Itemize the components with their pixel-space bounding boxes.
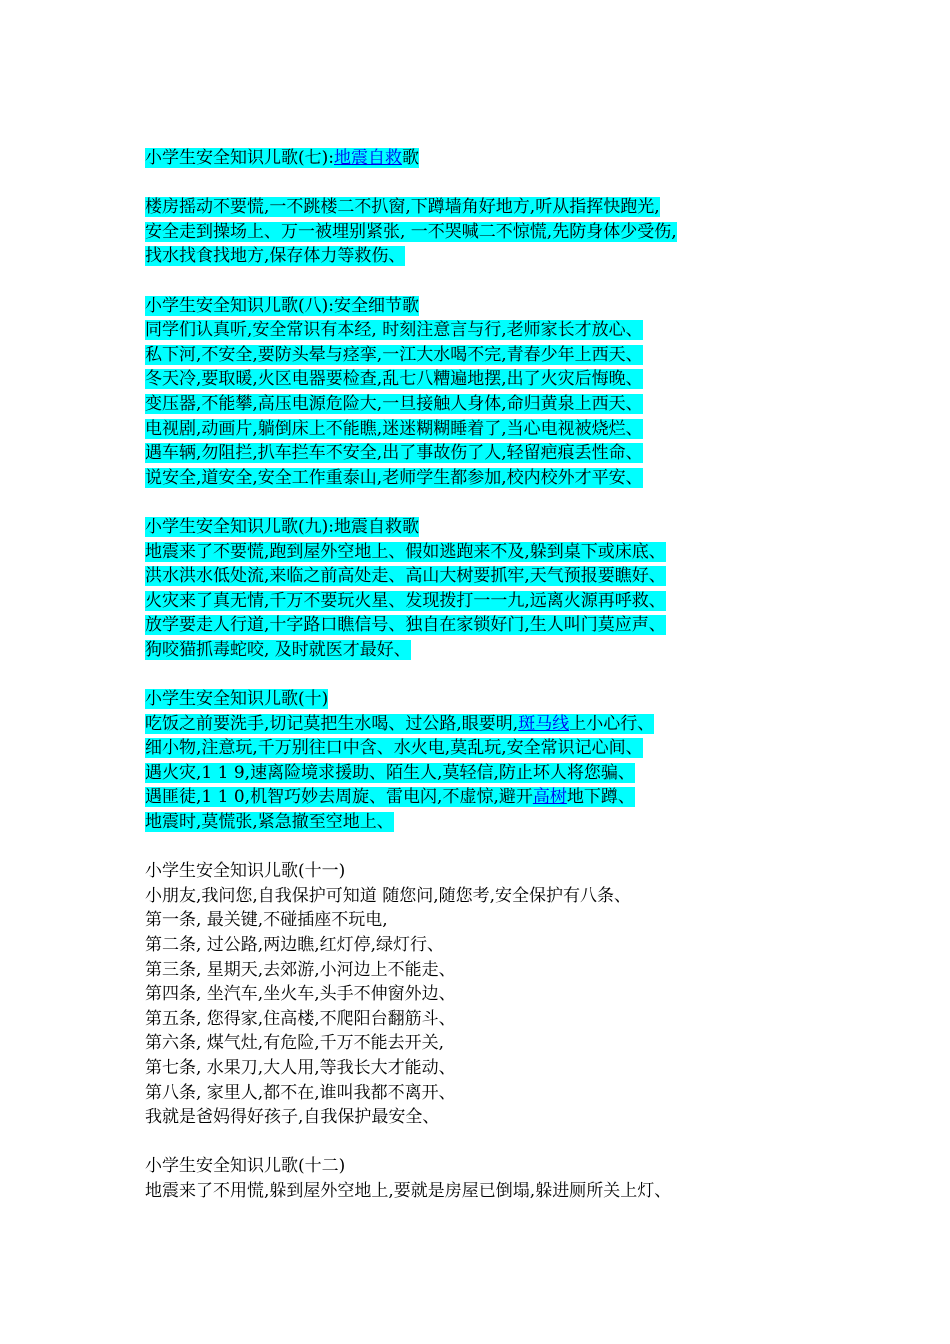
section-7-title [145, 146, 905, 171]
section-title-text: 小学生安全知识儿歌(十二) [145, 1156, 346, 1177]
section-11-line [145, 958, 905, 983]
section-title-text: 小学生安全知识儿歌(十一) [145, 861, 346, 882]
section-8-line [145, 392, 905, 417]
poem-line: 冬天冷,要取暖,火区电器要检查,乱七八糟遍地摆,出了火灾后悔晚、 [145, 369, 643, 390]
poem-line-part: 地下蹲、 [566, 787, 635, 808]
poem-line: 电视剧,动画片,躺倒床上不能瞧,迷迷糊糊睡着了,当心电视被烧烂、 [145, 418, 643, 439]
section-10-title [145, 687, 905, 712]
poem-line: 遇火灾,1 1 9,速离险境求援助、陌生人,莫轻信,防止坏人将您骗、 [145, 762, 635, 783]
poem-line: 变压器,不能攀,高压电源危险大,一旦接触人身体,命归黄泉上西天、 [145, 393, 643, 414]
document-body [145, 146, 905, 1204]
tall-tree-link[interactable]: 高树 [532, 787, 567, 808]
section-11-title [145, 859, 905, 884]
section-8-line [145, 343, 905, 368]
section-7-title-prefix: 小学生安全知识儿歌(七): [145, 148, 334, 168]
section-title-text: 小学生安全知识儿歌(九):地震自救歌 [145, 516, 419, 537]
poem-line: 遇车辆,勿阻拦,扒车拦车不安全,出了事故伤了人,轻留疤痕丢性命、 [145, 443, 643, 464]
poem-line-part: 上小心行、 [569, 713, 655, 734]
section-title-text: 小学生安全知识儿歌(十) [145, 689, 329, 710]
section-10-line [145, 785, 905, 810]
section-11-line [145, 1031, 905, 1056]
poem-line: 地震来了不要慌,跑到屋外空地上、假如逃跑来不及,躲到桌下或床底、 [145, 541, 666, 562]
section-7-title-link[interactable]: 地震自救 [334, 148, 402, 168]
poem-line: 洪水洪水低处流,来临之前高处走、高山大树要抓牢,天气预报要瞧好、 [145, 566, 666, 587]
poem-line: 第三条, 星期天,去郊游,小河边上不能走、 [145, 959, 456, 980]
section-8-line [145, 318, 905, 343]
section-8-line [145, 417, 905, 442]
poem-line: 同学们认真听,安全常识有本经, 时刻注意言与行,老师家长才放心、 [145, 320, 643, 341]
poem-line: 地震时,莫慌张,紧急撤至空地上、 [145, 812, 394, 833]
section-7-line [145, 244, 905, 269]
poem-line: 我就是爸妈得好孩子,自我保护最安全、 [145, 1107, 440, 1128]
section-7-line [145, 220, 905, 245]
zebra-crossing-link[interactable]: 斑马线 [518, 713, 570, 734]
section-11-line [145, 1105, 905, 1130]
section-7-line [145, 195, 905, 220]
section-10-line [145, 712, 905, 737]
poem-line: 第八条, 家里人,都不在,谁叫我都不离开、 [145, 1082, 456, 1103]
poem-line: 细小物,注意玩,千万别往口中含、水火电,莫乱玩,安全常识记心间、 [145, 738, 643, 759]
poem-line: 火灾来了真无情,千万不要玩火星、发现拨打一一九,远离火源再呼救、 [145, 590, 666, 611]
poem-line: 第一条, 最关键,不碰插座不玩电, [145, 910, 388, 931]
section-11-line [145, 982, 905, 1007]
section-11-line [145, 884, 905, 909]
poem-line: 安全走到操场上、万一被埋别紧张, 一不哭喊二不惊慌,先防身体少受伤, [145, 221, 677, 242]
section-11-line [145, 1007, 905, 1032]
section-9-line [145, 589, 905, 614]
section-8-line [145, 441, 905, 466]
poem-line: 私下河,不安全,要防头晕与痉挛,一江大水喝不完,青春少年上西天、 [145, 344, 643, 365]
section-11-line [145, 908, 905, 933]
section-9-line [145, 564, 905, 589]
poem-line-part: 吃饭之前要洗手,切记莫把生水喝、过公路,眼要明, [145, 713, 519, 734]
section-9-title [145, 515, 905, 540]
section-title-text: 小学生安全知识儿歌(八):安全细节歌 [145, 295, 419, 316]
section-11-line [145, 1081, 905, 1106]
poem-line: 说安全,道安全,安全工作重泰山,老师学生都参加,校内校外才平安、 [145, 467, 643, 488]
poem-line: 楼房摇动不要慌,一不跳楼二不扒窗,下蹲墙角好地方,听从指挥快跑光, [145, 197, 660, 218]
section-8-title [145, 294, 905, 319]
section-10-line [145, 736, 905, 761]
poem-line-part: 遇匪徒,1 1 0,机智巧妙去周旋、雷电闪,不虚惊,避开 [145, 787, 533, 808]
section-9-line [145, 613, 905, 638]
poem-line: 第七条, 水果刀,大人用,等我长大才能动、 [145, 1057, 456, 1078]
section-7-title-suffix: 歌 [402, 148, 419, 168]
section-8-line [145, 466, 905, 491]
section-11-line [145, 1056, 905, 1081]
section-9-line [145, 638, 905, 663]
poem-line: 第五条, 您得家,住高楼,不爬阳台翻筋斗、 [145, 1008, 456, 1029]
section-12-title [145, 1154, 905, 1179]
section-9-line [145, 540, 905, 565]
section-11-line [145, 933, 905, 958]
section-8-line [145, 367, 905, 392]
poem-line: 地震来了不用慌,躲到屋外空地上,要就是房屋已倒塌,躲进厕所关上灯、 [145, 1180, 672, 1201]
section-10-line [145, 810, 905, 835]
section-10-line [145, 761, 905, 786]
poem-line: 第二条, 过公路,两边瞧,红灯停,绿灯行、 [145, 935, 445, 955]
poem-line: 找水找食找地方,保存体力等救伤、 [145, 246, 406, 267]
poem-line: 小朋友,我问您,自我保护可知道 随您问,随您考,安全保护有八条、 [145, 885, 632, 906]
section-12-line [145, 1179, 905, 1204]
poem-line: 狗咬猫抓毒蛇咬, 及时就医才最好、 [145, 639, 411, 660]
poem-line: 第四条, 坐汽车,坐火车,头手不伸窗外边、 [145, 984, 456, 1005]
poem-line: 第六条, 煤气灶,有危险,千万不能去开关, [145, 1033, 445, 1054]
poem-line: 放学要走人行道,十字路口瞧信号、独自在家锁好门,生人叫门莫应声、 [145, 615, 666, 636]
